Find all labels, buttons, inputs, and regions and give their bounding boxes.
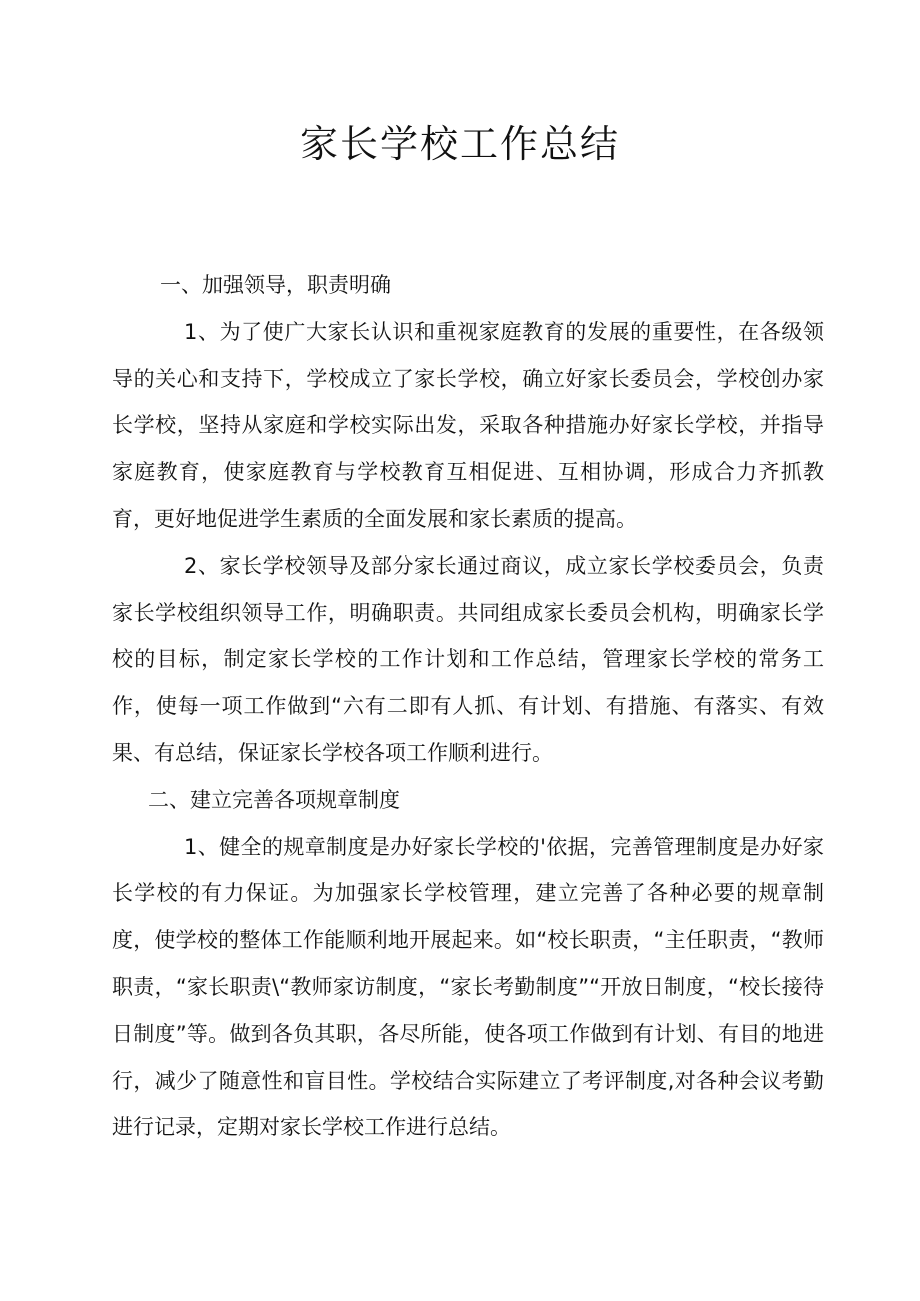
paragraph-1-1: 1、为了使广大家长认识和重视家庭教育的发展的重要性，在各级领导的关心和支持下，学校成立了家长学校，确立好家长委员会，学校创办家长学校，坚持从家庭和学校实际出发，采取各种措施办好家长学校，并指导家庭教育，使家庭教育与学校教育互相促进、互相协调，形成合力齐抓教育，更好地促进学生素质的全面发展和家长素质的提高。 [112,319,824,531]
section-heading-2: 二、建立完善各项规章制度 [148,787,400,812]
section-heading-1: 一、加强领导，职责明确 [160,273,391,297]
document-title: 家长学校工作总结 [299,122,620,166]
paragraph-2-1: 1、健全的规章制度是办好家长学校的'依据，完善管理制度是办好家长学校的有力保证。为加强家长学校管理，建立完善了各种必要的规章制度，使学校的整体工作能顺利地开展起来。如“校长职责，“主任职责，“教师职责，“家长职责\“教师家访制度，“家长考勤制度”“开放日制度，“校长接待日制度”等。做到各负其职，各尽所能，使各项工作做到有计划、有目的地进行，减少了随意性和盲目性。学校结合实际建立了考评制度,对各种会议考勤进行记录，定期对家长学校工作进行总结。 [112,834,824,1140]
paragraph-1-2: 2、家长学校领导及部分家长通过商议，成立家长学校委员会，负责家长学校组织领导工作，明确职责。共同组成家长委员会机构，明确家长学校的目标，制定家长学校的工作计划和工作总结，管理家长学校的常务工作，使每一项工作做到“六有二即有人抓、有计划、有措施、有落实、有效果、有总结，保证家长学校各项工作顺利进行。 [112,553,824,765]
document-body [112,262,824,1151]
